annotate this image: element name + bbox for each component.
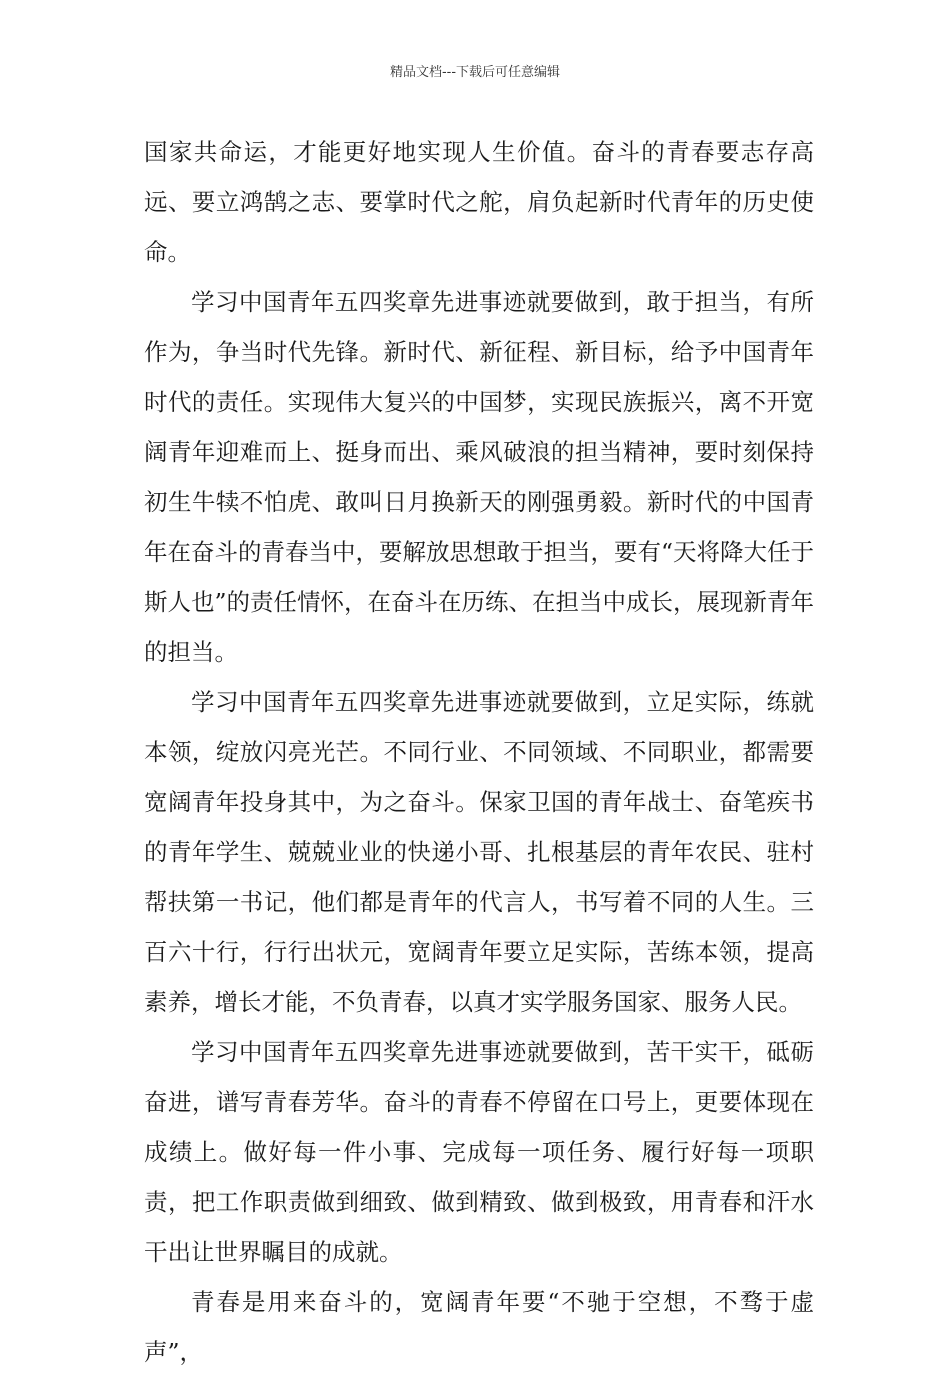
- paragraph-continued: 国家共命运，才能更好地实现人生价值。奋斗的青春要志存高远、要立鸿鹄之志、要掌时代之舵，肩负起新时代青年的历史使命。: [144, 138, 814, 266]
- paragraph-youth-struggle: 青春是用来奋斗的，宽阔青年要“不驰于空想，不骛于虚声”，: [144, 1288, 814, 1366]
- paragraph-hard-work: 学习中国青年五四奖章先进事迹就要做到，苦干实干，砥砺奋进，谱写青春芳华。奋斗的青春不停留在口号上，更要体现在成绩上。做好每一件小事、完成每一项任务、履行好每一项职责，把工作职责做到细致、做到精致、做到极致，用青春和汗水干出让世界瞩目的成就。: [144, 1038, 814, 1266]
- page-header: 精品文档---下载后可任意编辑: [389, 65, 561, 80]
- document-body: [144, 127, 814, 1377]
- paragraph-build-skills: 学习中国青年五四奖章先进事迹就要做到，立足实际，练就本领，绽放闪亮光芒。不同行业、不同领域、不同职业，都需要宽阔青年投身其中，为之奋斗。保家卫国的青年战士、奋笔疾书的青年学生、兢兢业业的快递小哥、扎根基层的青年农民、驻村帮扶第一书记，他们都是青年的代言人，书写着不同的人生。三百六十行，行行出状元，宽阔青年要立足实际，苦练本领，提高素养，增长才能，不负青春，以真才实学服务国家、服务人民。: [144, 688, 814, 1016]
- paragraph-take-responsibility: 学习中国青年五四奖章先进事迹就要做到，敢于担当，有所作为，争当时代先锋。新时代、新征程、新目标，给予中国青年时代的责任。实现伟大复兴的中国梦，实现民族振兴，离不开宽阔青年迎难而上、挺身而出、乘风破浪的担当精神，要时刻保持初生牛犊不怕虎、敢叫日月换新天的刚强勇毅。新时代的中国青年在奋斗的青春当中，要解放思想敢于担当，要有“天将降大任于斯人也”的责任情怀，在奋斗在历练、在担当中成长，展现新青年的担当。: [144, 288, 815, 666]
